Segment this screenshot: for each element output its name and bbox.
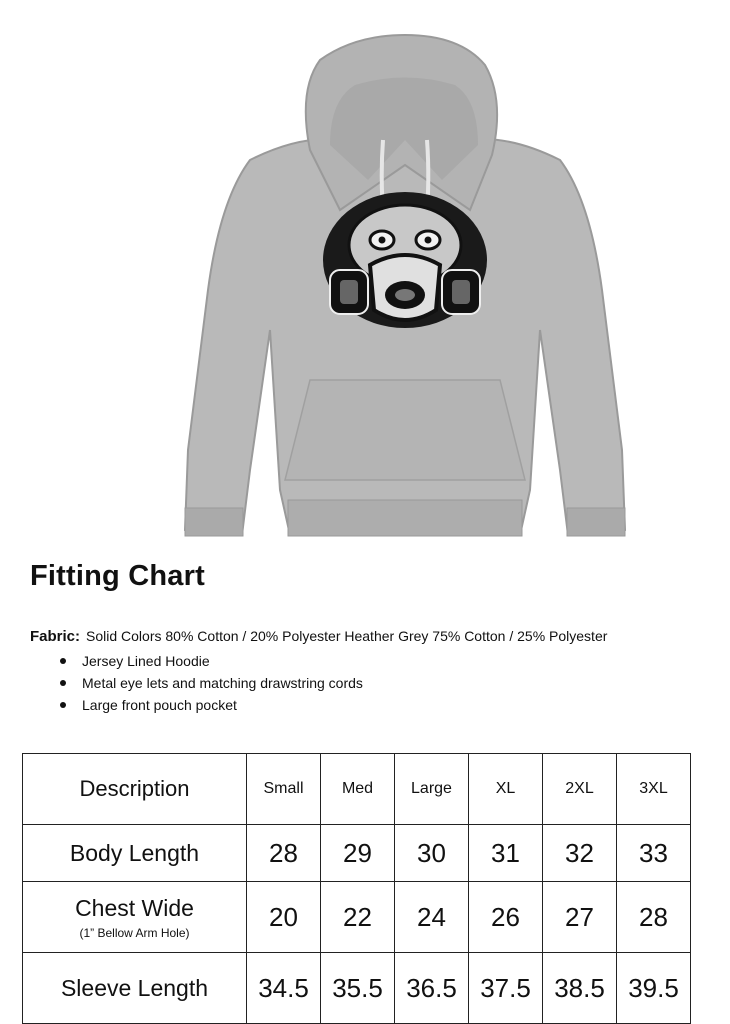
table-row-sleeve-length bbox=[23, 953, 691, 1024]
size-chart-table bbox=[22, 753, 691, 1024]
header-size-large: Large bbox=[395, 754, 469, 825]
header-size-3xl: 3XL bbox=[617, 754, 691, 825]
row-label: Chest Wide bbox=[75, 894, 194, 921]
header-description: Description bbox=[23, 754, 247, 825]
fabric-text: Solid Colors 80% Cotton / 20% Polyester Heather Grey 75% Cotton / 25% Polyester bbox=[86, 628, 608, 644]
table-cell: 36.5 bbox=[395, 953, 469, 1024]
table-cell: 24 bbox=[395, 882, 469, 953]
table-cell: 22 bbox=[321, 882, 395, 953]
feature-item: Large front pouch pocket bbox=[60, 694, 363, 716]
hoodie-with-chimp-gas-mask-graphic-icon bbox=[180, 30, 630, 550]
table-cell: 33 bbox=[617, 825, 691, 882]
table-cell: 27 bbox=[543, 882, 617, 953]
feature-list bbox=[60, 650, 363, 716]
table-cell: 39.5 bbox=[617, 953, 691, 1024]
fabric-line bbox=[30, 628, 607, 645]
table-cell: 38.5 bbox=[543, 953, 617, 1024]
row-label: Sleeve Length bbox=[23, 953, 247, 1024]
table-cell: 29 bbox=[321, 825, 395, 882]
table-cell: 28 bbox=[617, 882, 691, 953]
table-cell: 32 bbox=[543, 825, 617, 882]
table-row-body-length bbox=[23, 825, 691, 882]
feature-item: Metal eye lets and matching drawstring cords bbox=[60, 672, 363, 694]
row-label-cell bbox=[23, 882, 247, 953]
table-cell: 28 bbox=[247, 825, 321, 882]
header-size-2xl: 2XL bbox=[543, 754, 617, 825]
row-label: Body Length bbox=[23, 825, 247, 882]
table-cell: 37.5 bbox=[469, 953, 543, 1024]
table-cell: 30 bbox=[395, 825, 469, 882]
table-cell: 31 bbox=[469, 825, 543, 882]
page-title: Fitting Chart bbox=[30, 560, 205, 592]
table-row-chest-wide bbox=[23, 882, 691, 953]
hoodie-product-image bbox=[180, 30, 630, 550]
feature-item: Jersey Lined Hoodie bbox=[60, 650, 363, 672]
header-size-small: Small bbox=[247, 754, 321, 825]
fabric-label: Fabric: bbox=[30, 628, 81, 645]
table-cell: 26 bbox=[469, 882, 543, 953]
header-size-med: Med bbox=[321, 754, 395, 825]
header-size-xl: XL bbox=[469, 754, 543, 825]
table-cell: 20 bbox=[247, 882, 321, 953]
row-sublabel: (1” Bellow Arm Hole) bbox=[79, 925, 190, 940]
table-header-row bbox=[23, 754, 691, 825]
table-cell: 35.5 bbox=[321, 953, 395, 1024]
table-cell: 34.5 bbox=[247, 953, 321, 1024]
